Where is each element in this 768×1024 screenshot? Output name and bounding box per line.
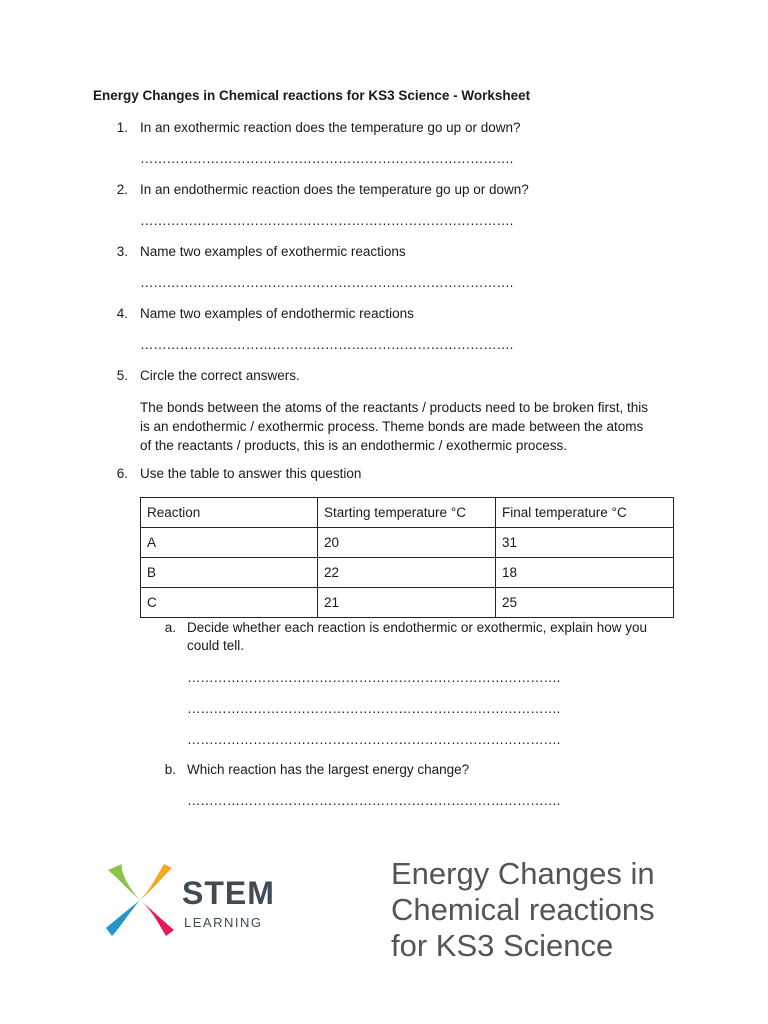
- question-text: In an endothermic reaction does the temperature go up or down?: [140, 182, 529, 197]
- question-text: Use the table to answer this question: [140, 466, 362, 481]
- table-row: [141, 558, 674, 588]
- question-text: Name two examples of endothermic reactions: [140, 306, 414, 321]
- subquestion-text: could tell.: [187, 638, 245, 653]
- question-text: Name two examples of exothermic reactions: [140, 244, 406, 259]
- answer-line: ………………………………………………………………………….: [140, 337, 514, 352]
- table-cell: 21: [318, 588, 496, 618]
- subquestion-text: Decide whether each reaction is endothermic or exothermic, explain how you: [187, 620, 647, 635]
- stem-x-mark-icon: [100, 860, 180, 940]
- answer-line: ………………………………………………………………………….: [140, 151, 514, 166]
- answer-line: ………………………………………………………………………….: [187, 732, 561, 747]
- temperature-table: [140, 497, 674, 618]
- table-cell: 18: [496, 558, 674, 588]
- answer-line: ………………………………………………………………………….: [187, 670, 561, 685]
- table-header-cell: Final temperature °C: [496, 498, 674, 528]
- q5-paragraph: [140, 398, 680, 455]
- table-row: [141, 528, 674, 558]
- question-number: 4.: [116, 306, 128, 321]
- question-number: 1.: [116, 120, 128, 135]
- table-cell: 22: [318, 558, 496, 588]
- table-cell: C: [141, 588, 318, 618]
- table-cell: B: [141, 558, 318, 588]
- table-cell: A: [141, 528, 318, 558]
- logo-subtitle: LEARNING: [184, 915, 263, 930]
- stem-learning-logo: [100, 860, 280, 940]
- table-header-cell: Starting temperature °C: [318, 498, 496, 528]
- answer-line: ………………………………………………………………………….: [187, 701, 561, 716]
- footer-title-line: for KS3 Science: [391, 928, 614, 963]
- table-header-row: [141, 498, 674, 528]
- table-row: [141, 588, 674, 618]
- footer-title-line: Chemical reactions: [391, 892, 655, 927]
- subquestion-text: Which reaction has the largest energy change?: [187, 762, 470, 777]
- answer-line: ………………………………………………………………………….: [140, 275, 514, 290]
- table-cell: 20: [318, 528, 496, 558]
- question-number: 3.: [116, 244, 128, 259]
- answer-line: ………………………………………………………………………….: [187, 793, 561, 808]
- question-number: 6.: [116, 466, 128, 481]
- paragraph-line: The bonds between the atoms of the reactants / products need to be broken first, this: [140, 400, 649, 415]
- question-number: 5.: [116, 368, 128, 383]
- table-header-cell: Reaction: [141, 498, 318, 528]
- table-cell: 31: [496, 528, 674, 558]
- footer-title-line: Energy Changes in: [391, 856, 655, 891]
- subquestion-letter: a.: [164, 620, 176, 635]
- question-text: In an exothermic reaction does the temperature go up or down?: [140, 120, 521, 135]
- logo-wordmark: STEM: [182, 875, 275, 911]
- answer-line: ………………………………………………………………………….: [140, 213, 514, 228]
- paragraph-line: is an endothermic / exothermic process. Theme bonds are made between the atoms: [140, 419, 644, 434]
- question-text: Circle the correct answers.: [140, 368, 300, 383]
- worksheet-title: Energy Changes in Chemical reactions for KS3 Science - Worksheet: [93, 88, 531, 103]
- subquestion-letter: b.: [164, 762, 176, 777]
- table-cell: 25: [496, 588, 674, 618]
- question-number: 2.: [116, 182, 128, 197]
- paragraph-line: of the reactants / products, this is an endothermic / exothermic process.: [140, 438, 567, 453]
- footer-title: [391, 856, 655, 964]
